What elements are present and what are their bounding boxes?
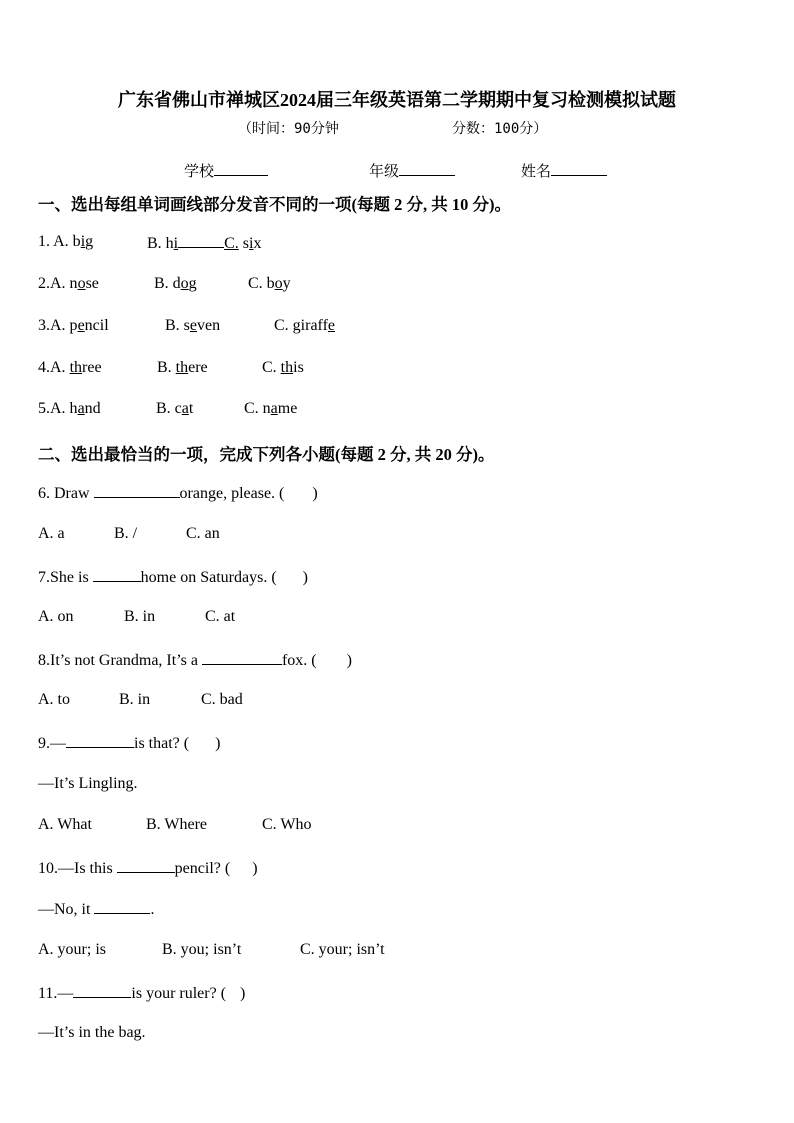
q10-reply: —No, it . [38, 901, 155, 918]
q9-reply: —It’s Lingling. [38, 775, 138, 792]
question-5-option-c: C. name [244, 400, 298, 417]
q8-blank[interactable] [202, 650, 282, 665]
q10-option-c[interactable]: C. your; isn’t [300, 941, 385, 958]
name-field [521, 160, 607, 181]
question-4-option-c: C. this [262, 359, 304, 376]
q10-reply-blank[interactable] [94, 899, 150, 914]
school-blank[interactable] [214, 161, 268, 176]
section-1-heading: 一、选出每组单词画线部分发音不同的一项(每题 2 分, 共 10 分)。 [38, 195, 511, 214]
q11-reply: —It’s in the bag. [38, 1024, 146, 1041]
question-3-option-b: B. seven [165, 317, 221, 334]
question-6: 6. Draw orange, please. ( ) [38, 485, 318, 502]
q6-option-a[interactable]: A. a [38, 525, 65, 542]
q10-option-a[interactable]: A. your; is [38, 941, 106, 958]
name-blank[interactable] [551, 161, 607, 176]
question-9: 9.— is that? ( ) [38, 735, 221, 752]
question-1-option-b: B. hi C. six [147, 235, 262, 252]
q8-option-c[interactable]: C. bad [201, 691, 243, 708]
total-score: 分数：100分） [452, 121, 548, 137]
q9-blank[interactable] [66, 733, 134, 748]
section-2-heading: 二、选出最恰当的一项，完成下列各小题(每题 2 分, 共 20 分)。 [38, 445, 495, 464]
question-2-option-b: B. dog [154, 275, 197, 292]
question-2-option-c: C. boy [248, 275, 291, 292]
q8-option-b[interactable]: B. in [119, 691, 151, 708]
time-limit: （时间：90分钟 [238, 121, 339, 137]
q8-option-a[interactable]: A. to [38, 691, 70, 708]
page-title: 广东省佛山市禅城区2024届三年级英语第二学期期中复习检测模拟试题 [118, 90, 676, 110]
q9-option-a[interactable]: A. What [38, 816, 92, 833]
q11-blank[interactable] [73, 983, 131, 998]
grade-blank[interactable] [399, 161, 455, 176]
q7-option-c[interactable]: C. at [205, 608, 236, 625]
school-label: 学校 [184, 164, 215, 180]
question-3-option-c: C. giraffe [274, 317, 336, 334]
q9-option-b[interactable]: B. Where [146, 816, 208, 833]
q7-option-b[interactable]: B. in [124, 608, 156, 625]
school-field [184, 160, 268, 181]
question-7: 7.She is home on Saturdays. ( ) [38, 569, 308, 586]
question-11: 11.— is your ruler? ( ) [38, 985, 246, 1002]
question-8: 8.It’s not Grandma, It’s a fox. ( ) [38, 652, 352, 669]
question-5: 5.A. hand [38, 400, 101, 417]
q10-blank[interactable] [117, 858, 175, 873]
q10-option-b[interactable]: B. you; isn’t [162, 941, 242, 958]
q6-option-b[interactable]: B. / [114, 525, 138, 542]
grade-label: 年级 [369, 164, 400, 180]
q7-option-a[interactable]: A. on [38, 608, 74, 625]
name-label: 姓名 [521, 164, 552, 180]
q6-option-c[interactable]: C. an [186, 525, 220, 542]
question-5-option-b: B. cat [156, 400, 194, 417]
q7-blank[interactable] [93, 567, 141, 582]
question-10: 10.—Is this pencil? ( ) [38, 860, 258, 877]
question-3: 3.A. pencil [38, 317, 109, 334]
question-2: 2.A. nose [38, 275, 99, 292]
question-4: 4.A. three [38, 359, 102, 376]
grade-field [369, 160, 455, 181]
q1-blank [178, 233, 224, 248]
q9-option-c[interactable]: C. Who [262, 816, 312, 833]
q6-blank[interactable] [94, 483, 180, 498]
question-1: 1. A. big [38, 233, 94, 250]
question-4-option-b: B. there [157, 359, 208, 376]
